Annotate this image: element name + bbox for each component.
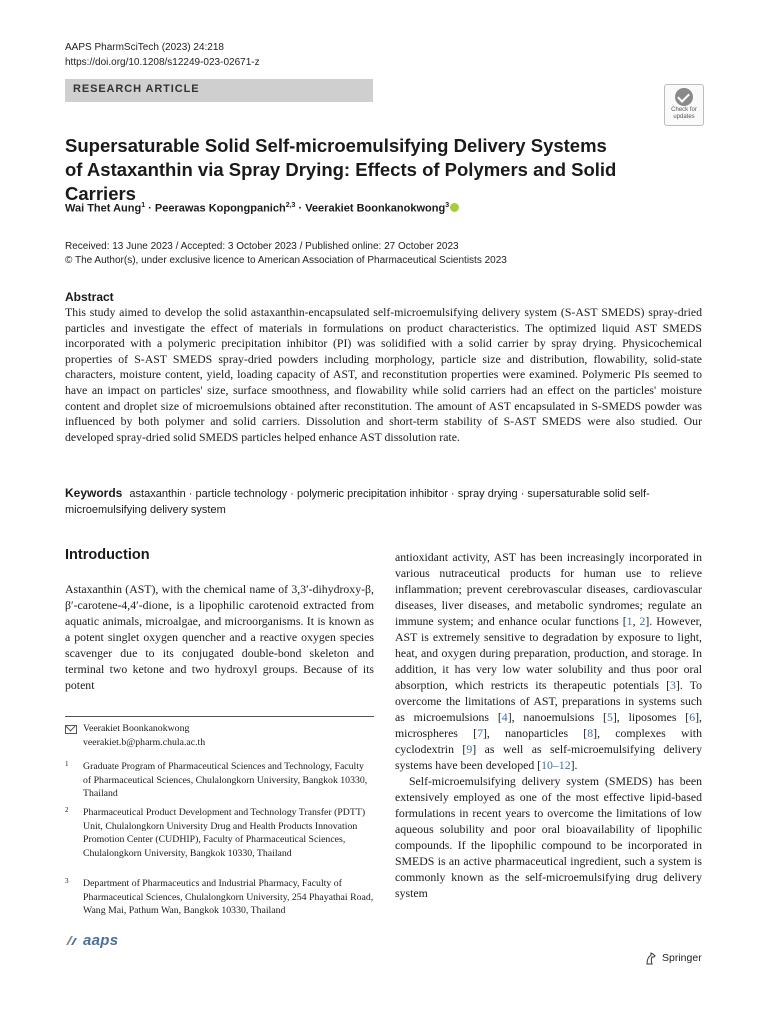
affiliation-text: Department of Pharmaceutics and Industrial Pharmacy, Faculty of Pharmaceutical Sciences, Chulalongkorn University, 254 Phayathai Road, Wang Mai, Pathum Wan, Bangkok 10330, Thailand	[83, 878, 374, 916]
orcid-icon[interactable]	[450, 203, 459, 212]
affiliation-number: 3	[65, 877, 69, 885]
journal-header	[65, 40, 260, 70]
introduction-heading: Introduction	[65, 547, 150, 563]
affiliation-text: Pharmaceutical Product Development and Technology Transfer (PDTT) Unit, Chulalongkorn University Drug and Health Products Innovation Promotion Center (CUDHIP), Faculty of Pharmaceutical Sciences, Chulalongkorn University, Bangkok 10330, Thailand	[83, 807, 366, 859]
check-for-updates-icon	[675, 88, 693, 106]
publication-history: Received: 13 June 2023 / Accepted: 3 October 2023 / Published online: 27 October 2023	[65, 241, 459, 252]
envelope-icon	[65, 725, 77, 734]
contact-email[interactable]: veerakiet.b@pharm.chula.ac.th	[83, 736, 206, 748]
affiliation-text: Graduate Program of Pharmaceutical Sciences and Technology, Faculty of Pharmaceutical Sciences, Chulalongkorn University, Bangkok 10330, Thailand	[83, 761, 368, 799]
citation-link[interactable]: 4	[501, 710, 508, 724]
abstract-text: This study aimed to develop the solid astaxanthin-encapsulated self-microemulsifying delivery system (S-AST SMEDS) spray-dried particles and investigate the effect of materials in formulations on product characteristics. The optimized liquid AST SMEDS incorporated with a polymeric precipitation inhibitor (PI) was solidified with a solid carrier by spray drying. Physicochemical properties of S-AST SMEDS spray-dried powders including morphology, particle size and distribution, flowability, solid-state characters, moisture content, yield, loading capacity of AST, and reconstitution properties were examined. Polymeric PIs seemed to have an impact on particles' size, surface smoothness, and flowability while solid carriers had an effect on the particles' moisture content and droplet size of microemulsions obtained after reconstitution. The amount of AST encapsulated in S-SMEDS powder was influenced by both polymer and solid carriers. Dissolution and short-term stability of S-AST SMEDS were also studied. Our developed spray-dried solid SMEDS particles helped enhance AST dissolution rate.	[65, 305, 702, 444]
citation-link[interactable]: 7	[477, 726, 483, 740]
citation-link[interactable]: 9	[466, 742, 473, 756]
introduction-paragraph: antioxidant activity, AST has been increasingly incorporated in various nutraceutical products for human use to relieve inflammation; prevent cerebrovascular diseases, cardiovascular diseases, liver diseases, and metabolic syndromes; regulate an immune system; and enhance ocular functions [1, 2]. However, AST is extremely sensitive to degradation by exposure to light, heat, and oxygen during preparation, production, and storage. In addition, it has very low water solubility and thus poor oral absorption, which restricts its therapeutic potentials [3]. To overcome the limitations of AST, preparations in systems such as microemulsions [4], nanoemulsions [5], liposomes [6], microspheres [7], nanoparticles [8], complexes with cyclodextrin [9] as well as self-microemulsifying delivery systems have been developed [10–12].	[395, 550, 703, 772]
author-name[interactable]: Wai Thet Aung	[65, 202, 142, 215]
citation-link[interactable]: 6	[689, 710, 696, 724]
citation-link[interactable]: 8	[587, 726, 594, 740]
contact-name: Veerakiet Boonkanokwong	[83, 723, 190, 734]
author-affiliation-marker: 3	[445, 202, 450, 209]
author-name[interactable]: Peerawas Kopongpanich	[154, 202, 286, 215]
keywords-heading: Keywords	[65, 486, 123, 500]
title-line-1: Supersaturable Solid Self‑microemulsifying Delivery Systems	[65, 135, 607, 156]
doi-link[interactable]: https://doi.org/10.1208/s12249-023-02671-z	[65, 57, 260, 68]
springer-horse-icon	[645, 952, 657, 965]
affiliation-number: 1	[65, 760, 69, 768]
corresponding-author	[65, 722, 374, 749]
affiliation-1	[65, 760, 374, 801]
introduction-right-column	[395, 549, 702, 901]
citation-link[interactable]: 1	[626, 614, 633, 628]
author-affiliation-marker: 1	[141, 202, 146, 209]
citation-link[interactable]: 3	[670, 678, 676, 692]
affiliation-number: 2	[65, 806, 69, 814]
publication-dates	[65, 240, 507, 268]
publisher-name: Springer	[662, 952, 702, 964]
journal-citation: AAPS PharmSciTech (2023) 24:218	[65, 42, 224, 53]
affiliation-3	[65, 877, 374, 918]
citation-link[interactable]: 10–12	[541, 758, 571, 772]
introduction-left-column: Astaxanthin (AST), with the chemical name of 3,3′-dihydroxy-β, β′-carotene-4,4′-dione, is a lipophilic carotenoid extracted from aquatic animals, microalgae, and microorganisms. It is known as a potent singlet oxygen quencher and a reactive oxygen species scavenger due to its conjugated double-bond skeleton and terminal two ketone and two hydroxyl groups. Because of its potent	[65, 582, 374, 692]
author-list: Wai Thet Aung$^1$ · Peerawas Kopongpanich$^{2,3}$ · Veerakiet Boonkanokwong$^3$	[65, 202, 459, 215]
citation-link[interactable]: 5	[606, 710, 613, 724]
keywords	[65, 485, 702, 518]
aaps-logo-icon	[65, 935, 78, 946]
check-for-updates-label: Check for updates	[671, 107, 697, 120]
aaps-logo	[65, 932, 135, 950]
article-type-banner	[65, 79, 373, 102]
title-line-2: of Astaxanthin via Spray Drying: Effects of Polymers and Solid Carriers	[65, 159, 617, 204]
citation-link[interactable]: 2	[639, 614, 646, 628]
keywords-text: astaxanthin · particle technology · polymeric precipitation inhibitor · spray drying · supersaturable solid self-microemulsifying delivery system	[65, 488, 650, 516]
affiliation-2	[65, 806, 374, 860]
abstract-heading: Abstract	[65, 290, 114, 304]
article-type-label: RESEARCH ARTICLE	[73, 83, 200, 95]
introduction-paragraph: Self-microemulsifying delivery system (SMEDS) has been extensively employed as one of the most effective lipid-based formulations in recent years to overcome the limitations of low aqueous solubility and poor oral bioavailability of lipophilic compounds. If the lipophilic compound to be incorporated in SMEDS is an active pharmaceutical ingredient, such a system is commonly known as the self-microemulsifying drug delivery system	[395, 774, 702, 900]
article-title	[65, 134, 685, 206]
aaps-logo-text: aaps	[83, 932, 119, 949]
author-affiliation-marker: 2,3	[285, 202, 296, 209]
copyright-notice: © The Author(s), under exclusive licence to American Association of Pharmaceutical Scientists 2023	[65, 255, 507, 266]
author-name[interactable]: Veerakiet Boonkanokwong	[305, 202, 446, 215]
check-for-updates-button[interactable]	[664, 84, 704, 126]
footnote-divider	[65, 716, 374, 717]
